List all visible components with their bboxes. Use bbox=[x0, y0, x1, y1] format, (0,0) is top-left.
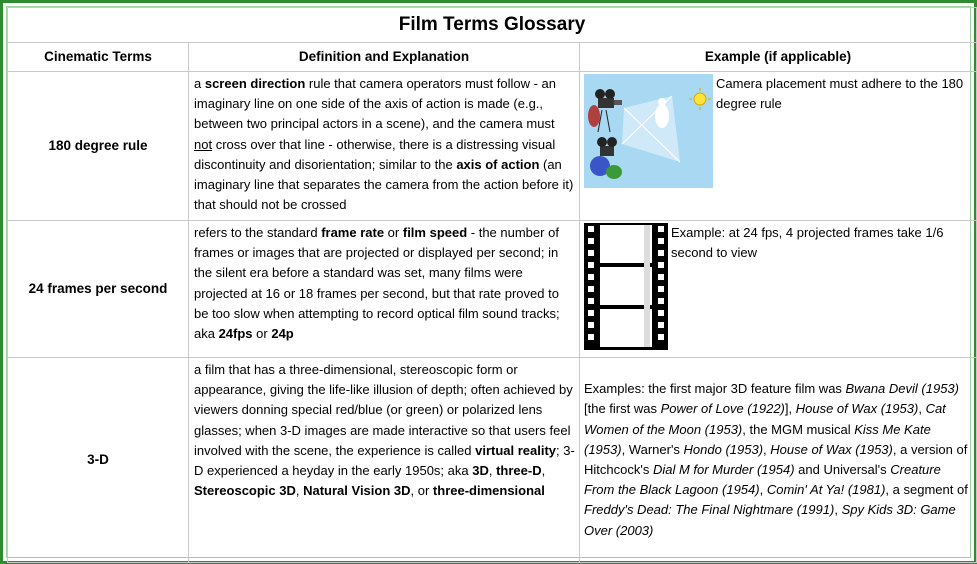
example-text: Camera placement must adhere to the 180 degree rule bbox=[716, 76, 964, 112]
header-definition: Definition and Explanation bbox=[189, 43, 580, 72]
film-strip-image bbox=[584, 223, 668, 350]
camera-placement-image bbox=[584, 74, 713, 188]
table-row bbox=[8, 72, 977, 221]
header-example: Example (if applicable) bbox=[580, 43, 977, 72]
glossary-inner-border bbox=[6, 6, 971, 558]
example-cell bbox=[580, 72, 977, 221]
example-cell bbox=[580, 221, 977, 358]
example-cell: Examples: the first major 3D feature film was Bwana Devil (1953) [the first was Power of Love (1922)], House of Wax (1953), Cat Women of the Moon (1953), the MGM musical Kiss Me Kate (1953), Warner's Hondo (1953), House of Wax (1953), a version of Hitchcock's Dial M for Murder (1954) and Universal's Creature From the Black Lagoon (1954), Comin' At Ya! (1981), a segment of Freddy's Dead: The Final Nightmare (1991), Spy Kids 3D: Game Over (2003) bbox=[580, 358, 977, 563]
definition-cell: refers to the standard frame rate or film speed - the number of frames or images that are projected or displayed per second; in the silent era before a standard was set, many films were projected at 16 or 18 frames per second, but that rate proved to be too slow when attempting to record optical film sound tracks; aka 24fps or 24p bbox=[189, 221, 580, 358]
term-cell: 3-D bbox=[8, 358, 189, 563]
definition-cell: a screen direction rule that camera operators must follow - an imaginary line on one side of the axis of action is made (e.g., between two principal actors in a scene), and the camera must not cross over that line - otherwise, there is a distressing visual discontinuity and disorientation; similar to the axis of action (an imaginary line that separates the camera from the action before it) that should not be crossed bbox=[189, 72, 580, 221]
header-cinematic-terms: Cinematic Terms bbox=[8, 43, 189, 72]
page-title: Film Terms Glossary bbox=[8, 8, 977, 43]
definition-cell: a film that has a three-dimensional, stereoscopic form or appearance, giving the life-like illusion of depth; often achieved by viewers donning special red/blue (or green) or polarized lens glasses; when 3-D images are made interactive so that users feel involved with the scene, the experience is called virtual reality; 3-D experienced a heyday in the early 1950s; aka 3D, three-D, Stereoscopic 3D, Natural Vision 3D, or three-dimensional bbox=[189, 358, 580, 563]
table-row bbox=[8, 358, 977, 563]
example-text: Example: at 24 fps, 4 projected frames take 1/6 second to view bbox=[671, 225, 944, 261]
table-row bbox=[8, 221, 977, 358]
term-cell: 180 degree rule bbox=[8, 72, 189, 221]
glossary-table bbox=[7, 7, 977, 563]
term-cell: 24 frames per second bbox=[8, 221, 189, 358]
